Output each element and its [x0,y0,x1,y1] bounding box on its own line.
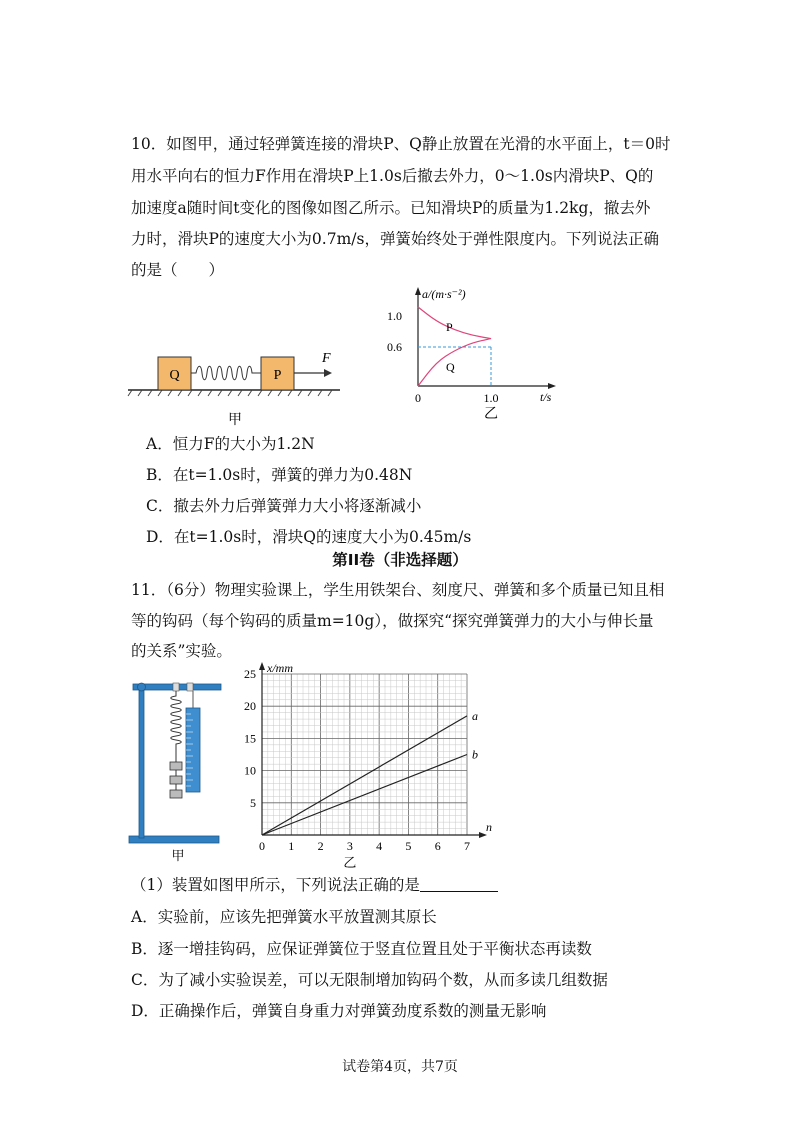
q10-line-1: 10．如图甲，通过轻弹簧连接的滑块P、Q静止放置在光滑的水平面上，t＝0时 [131,135,671,153]
at-label-q: Q [446,360,455,374]
q11-line-3: 的关系”实验。 [131,642,232,660]
q10-chart-yi [360,285,552,425]
xn-series-label-b: b [472,747,478,762]
xn-y-arrow [259,662,265,670]
xn-xlabel: n [486,820,492,834]
q11-sub1-text: （1）装置如图甲所示，下列说法正确的是 [131,876,420,894]
xn-xtick-label: 1 [288,839,295,853]
xn-xtick-label: 7 [464,839,470,853]
q11-option-d: D．正确操作后，弹簧自身重力对弹簧劲度系数的测量无影响 [131,1002,547,1020]
xn-series-line-b [262,755,467,836]
at-ytick-1: 1.0 [387,309,402,323]
q10-line-5: 的是（ ） [131,261,225,279]
xn-caption: 乙 [343,855,357,870]
xn-series-label-a: a [472,708,478,723]
q10-line-2: 用水平向右的恒力F作用在滑块P上1.0s后撤去外力，0～1.0s内滑块P、Q的 [131,167,654,185]
q11-fig-jia-caption: 甲 [171,848,185,863]
answer-blank[interactable] [420,875,498,892]
spring [191,366,261,380]
q11-chart-yi [240,660,492,870]
q10-option-d: D．在t=1.0s时，滑块Q的速度大小为0.45m/s [146,528,472,546]
xn-xtick-label: 0 [259,839,265,853]
at-label-p: P [446,320,453,334]
xn-xtick-label: 3 [346,839,353,853]
section-title: 第II卷（非选择题） [332,551,468,569]
q11-figure-jia [125,670,235,870]
xn-xtick-label: 6 [434,839,441,853]
xn-xtick-label: 2 [317,839,324,853]
xn-ytick-label: 25 [244,667,256,681]
xn-ytick-label: 15 [244,731,256,746]
hook-weight-3 [170,790,182,798]
xn-xtick-label: 4 [376,839,383,853]
xn-series-line-a [262,716,467,835]
at-ytick-2: 0.6 [387,340,402,354]
xn-ytick-label: 5 [250,795,256,810]
hanging-spring [171,691,182,754]
at-xtick: 1.0 [483,391,499,405]
at-xlabel: t/s [540,390,552,404]
q10-option-c: C．撤去外力后弹簧弹力大小将逐渐减小 [146,497,422,515]
at-caption: 乙 [484,407,498,422]
block-q-label: Q [169,368,180,383]
page-footer: 试卷第4页，共7页 [342,1059,458,1075]
hook-weight-2 [170,776,182,784]
at-ylabel: a/(m·s⁻²) [422,287,466,301]
q10-line-3: 加速度a随时间t变化的图像如图乙所示。已知滑块P的质量为1.2kg，撤去外 [131,199,651,217]
at-curve-p [418,307,491,339]
q10-option-a: A．恒力F的大小为1.2N [146,435,315,453]
fig-jia-caption: 甲 [228,413,242,428]
stand-pole [139,686,144,838]
q10-figure-jia [128,340,358,430]
q11-line-1: 11．（6分）物理实验课上，学生用铁架台、刻度尺、弹簧和多个质量已知且相 [131,581,665,599]
q11-option-c: C．为了减小实验误差，可以无限制增加钩码个数，从而多读几组数据 [131,971,608,989]
q10-line-4: 力时，滑块P的速度大小为0.7m/s，弹簧始终处于弹性限度内。下列说法正确 [131,230,659,248]
xn-xtick-label: 5 [405,839,412,853]
force-label: F [322,351,331,366]
xn-ylabel: x/mm [267,661,293,675]
hook-weight-1 [170,762,182,770]
at-origin: 0 [415,391,421,405]
q10-option-b: B．在t=1.0s时，弹簧的弹力为0.48N [146,466,413,484]
xn-ytick-label: 20 [244,699,256,714]
xn-ytick-label: 10 [244,763,256,778]
q11-line-2: 等的钩码（每个钩码的质量m=10g），做探究“探究弹簧弹力的大小与伸长量 [131,612,654,630]
q11-option-b: B．逐一增挂钩码，应保证弹簧位于竖直位置且处于平衡状态再读数 [131,940,592,958]
q11-option-a: A．实验前，应该先把弹簧水平放置测其原长 [131,908,437,926]
block-p-label: P [273,368,282,383]
q11-sub1 [131,875,498,895]
